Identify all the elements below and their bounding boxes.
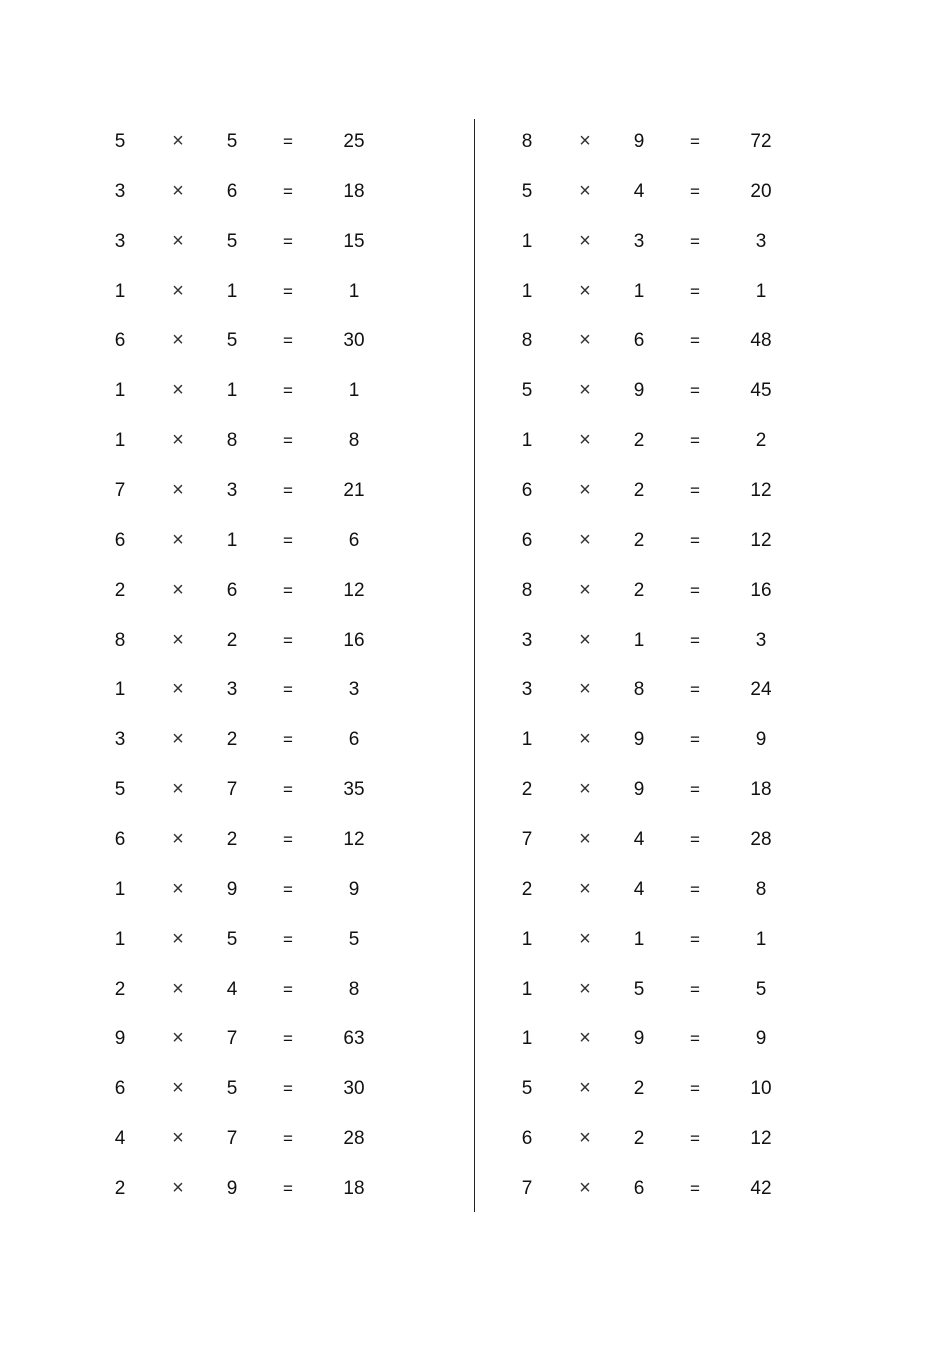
factor-a: 6 [521,529,533,551]
factor-a: 3 [114,180,126,202]
factor-a: 5 [521,180,533,202]
product-result: 12 [750,1128,772,1150]
multiply-sign: × [579,678,591,701]
factor-b: 8 [633,679,645,701]
equals-sign: = [283,630,293,650]
equals-sign: = [283,231,293,251]
equation-row [90,267,470,317]
factor-b: 9 [633,131,645,152]
factor-b: 6 [226,180,238,202]
multiply-sign: × [579,329,591,352]
equals-sign: = [690,481,700,501]
multiply-sign: × [579,828,591,851]
factor-b: 4 [226,978,238,1000]
factor-b: 9 [633,380,645,402]
factor-a: 5 [521,1078,533,1100]
equation-row [90,217,470,267]
factor-b: 3 [633,230,645,252]
factor-b: 2 [226,629,238,651]
equals-sign: = [283,381,293,401]
equals-sign: = [283,530,293,550]
factor-b: 5 [226,330,238,352]
factor-a: 3 [114,729,126,751]
factor-a: 6 [521,480,533,502]
product-result: 12 [750,529,772,551]
factor-b: 5 [226,230,238,252]
product-result: 63 [343,1028,365,1050]
product-result: 10 [750,1078,772,1100]
equation-row [497,815,877,865]
equation-row [497,865,877,915]
equals-sign: = [283,830,293,850]
equals-sign: = [690,1029,700,1049]
factor-b: 5 [633,978,645,1000]
multiply-sign: × [172,927,184,950]
factor-b: 9 [226,878,238,900]
factor-a: 7 [521,829,533,851]
equals-sign: = [283,979,293,999]
equals-sign: = [283,929,293,949]
product-result: 28 [343,1128,365,1150]
factor-a: 1 [114,380,126,402]
factor-b: 4 [633,829,645,851]
equation-row [497,1114,877,1164]
product-result: 1 [348,380,360,402]
factor-a: 1 [521,978,533,1000]
multiply-sign: × [172,877,184,900]
equals-sign: = [690,680,700,700]
equation-row [90,416,470,466]
factor-a: 1 [114,928,126,950]
product-result: 6 [348,729,360,751]
factor-b: 6 [633,330,645,352]
multiply-sign: × [172,728,184,751]
equals-sign: = [283,1079,293,1099]
product-result: 18 [750,779,772,801]
equation-row [90,616,470,666]
equation-row [497,965,877,1015]
multiply-sign: × [579,977,591,1000]
factor-a: 2 [114,1178,126,1200]
equation-row [497,316,877,366]
factor-b: 7 [226,1128,238,1150]
equals-sign: = [283,1029,293,1049]
equals-sign: = [283,331,293,351]
multiply-sign: × [579,279,591,302]
multiply-sign: × [172,179,184,202]
product-result: 9 [755,1028,767,1050]
factor-a: 6 [521,1128,533,1150]
equals-sign: = [690,132,700,151]
multiply-sign: × [579,1077,591,1100]
multiply-sign: × [579,628,591,651]
factor-a: 1 [521,1028,533,1050]
factor-b: 7 [226,779,238,801]
equation-row [497,1064,877,1114]
product-result: 30 [343,1078,365,1100]
equation-row [90,316,470,366]
equals-sign: = [690,1079,700,1099]
multiply-sign: × [172,578,184,601]
factor-b: 9 [633,1028,645,1050]
equation-row [497,665,877,715]
multiply-sign: × [579,229,591,252]
equation-row [90,1014,470,1064]
multiply-sign: × [172,528,184,551]
product-result: 8 [348,978,360,1000]
equals-sign: = [690,281,700,301]
factor-a: 6 [114,829,126,851]
factor-a: 6 [114,330,126,352]
equation-row [497,1014,877,1064]
factor-a: 5 [114,779,126,801]
factor-b: 9 [226,1178,238,1200]
factor-b: 5 [226,928,238,950]
factor-a: 9 [114,1028,126,1050]
factor-a: 8 [114,629,126,651]
equals-sign: = [283,481,293,501]
equation-row [90,566,470,616]
product-result: 48 [750,330,772,352]
product-result: 28 [750,829,772,851]
product-result: 1 [755,280,767,302]
equation-row [497,715,877,765]
right-column [497,117,877,1214]
equals-sign: = [283,132,293,151]
factor-b: 3 [226,480,238,502]
multiply-sign: × [579,728,591,751]
equation-row [497,516,877,566]
equals-sign: = [690,630,700,650]
product-result: 9 [755,729,767,751]
factor-a: 2 [114,579,126,601]
factor-a: 5 [114,131,126,152]
equals-sign: = [283,730,293,750]
product-result: 12 [750,480,772,502]
equals-sign: = [690,231,700,251]
multiply-sign: × [172,379,184,402]
multiply-sign: × [172,828,184,851]
equation-row [90,965,470,1015]
factor-b: 2 [633,480,645,502]
factor-a: 1 [521,230,533,252]
product-result: 72 [750,131,772,152]
factor-a: 2 [521,878,533,900]
product-result: 16 [343,629,365,651]
equals-sign: = [690,979,700,999]
equals-sign: = [283,680,293,700]
multiply-sign: × [579,778,591,801]
product-result: 42 [750,1178,772,1200]
equals-sign: = [283,1179,293,1199]
factor-b: 2 [633,430,645,452]
multiply-sign: × [579,528,591,551]
product-result: 1 [348,280,360,302]
multiply-sign: × [579,877,591,900]
factor-a: 5 [521,380,533,402]
product-result: 24 [750,679,772,701]
factor-a: 8 [521,131,533,152]
product-result: 35 [343,779,365,801]
equals-sign: = [283,580,293,600]
factor-b: 1 [226,529,238,551]
equation-row [90,167,470,217]
product-result: 18 [343,1178,365,1200]
equals-sign: = [690,1179,700,1199]
factor-a: 7 [114,480,126,502]
multiply-sign: × [579,379,591,402]
factor-b: 9 [633,779,645,801]
product-result: 21 [343,480,365,502]
product-result: 3 [348,679,360,701]
multiply-sign: × [579,578,591,601]
product-result: 2 [755,430,767,452]
equation-row [497,915,877,965]
equation-row [90,765,470,815]
factor-b: 8 [226,430,238,452]
multiply-sign: × [579,1127,591,1150]
equation-row [90,466,470,516]
factor-a: 2 [114,978,126,1000]
equals-sign: = [690,181,700,201]
equation-row [497,366,877,416]
equals-sign: = [283,181,293,201]
equation-row [497,566,877,616]
multiply-sign: × [579,130,591,152]
multiply-sign: × [172,977,184,1000]
product-result: 3 [755,629,767,651]
product-result: 6 [348,529,360,551]
factor-b: 2 [633,529,645,551]
multiply-sign: × [172,678,184,701]
product-result: 5 [755,978,767,1000]
factor-a: 6 [114,529,126,551]
equation-row [497,416,877,466]
multiply-sign: × [172,778,184,801]
factor-b: 5 [226,1078,238,1100]
factor-b: 9 [633,729,645,751]
factor-b: 4 [633,180,645,202]
factor-a: 3 [521,629,533,651]
factor-b: 1 [633,280,645,302]
equals-sign: = [283,1129,293,1149]
multiply-sign: × [579,927,591,950]
factor-b: 4 [633,878,645,900]
equation-row [497,217,877,267]
factor-a: 8 [521,330,533,352]
equation-row [497,117,877,167]
factor-a: 2 [521,779,533,801]
multiply-sign: × [172,1077,184,1100]
product-result: 5 [348,928,360,950]
multiply-sign: × [172,1127,184,1150]
factor-a: 1 [114,430,126,452]
factor-b: 2 [633,1128,645,1150]
product-result: 12 [343,579,365,601]
factor-b: 6 [633,1178,645,1200]
multiply-sign: × [172,1027,184,1050]
factor-b: 1 [633,928,645,950]
factor-b: 7 [226,1028,238,1050]
equals-sign: = [690,331,700,351]
factor-a: 6 [114,1078,126,1100]
equation-row [90,366,470,416]
multiply-sign: × [172,279,184,302]
equation-row [497,1164,877,1214]
equals-sign: = [690,530,700,550]
equation-row [90,516,470,566]
product-result: 9 [348,878,360,900]
multiply-sign: × [579,179,591,202]
product-result: 45 [750,380,772,402]
equation-row [90,1064,470,1114]
multiply-sign: × [579,429,591,452]
product-result: 15 [343,230,365,252]
product-result: 1 [755,928,767,950]
equals-sign: = [690,431,700,451]
multiply-sign: × [172,1177,184,1200]
equals-sign: = [690,780,700,800]
factor-a: 1 [114,280,126,302]
equation-row [497,765,877,815]
equation-row [90,865,470,915]
factor-b: 1 [226,280,238,302]
equals-sign: = [283,281,293,301]
factor-a: 1 [114,679,126,701]
multiply-sign: × [172,429,184,452]
factor-a: 1 [521,430,533,452]
product-result: 18 [343,180,365,202]
product-result: 12 [343,829,365,851]
equation-row [90,665,470,715]
product-result: 3 [755,230,767,252]
left-column [90,117,470,1214]
factor-a: 1 [521,280,533,302]
equals-sign: = [690,929,700,949]
equation-row [497,466,877,516]
equation-row [497,616,877,666]
factor-a: 8 [521,579,533,601]
factor-b: 2 [633,579,645,601]
equals-sign: = [690,580,700,600]
multiply-sign: × [579,1027,591,1050]
equation-row [497,267,877,317]
product-result: 8 [755,878,767,900]
equation-row [90,715,470,765]
factor-b: 5 [226,131,238,152]
multiply-sign: × [172,130,184,152]
factor-b: 1 [226,380,238,402]
product-result: 20 [750,180,772,202]
product-result: 16 [750,579,772,601]
equals-sign: = [283,879,293,899]
multiply-sign: × [579,479,591,502]
factor-a: 3 [114,230,126,252]
column-divider [474,119,475,1212]
equals-sign: = [690,730,700,750]
equation-row [90,1114,470,1164]
equals-sign: = [283,780,293,800]
product-result: 8 [348,430,360,452]
equals-sign: = [690,879,700,899]
factor-a: 4 [114,1128,126,1150]
equals-sign: = [283,431,293,451]
factor-b: 2 [633,1078,645,1100]
factor-a: 1 [521,928,533,950]
product-result: 25 [343,131,365,152]
multiply-sign: × [172,329,184,352]
equals-sign: = [690,381,700,401]
product-result: 30 [343,330,365,352]
factor-b: 1 [633,629,645,651]
equation-row [90,117,470,167]
factor-b: 6 [226,579,238,601]
factor-a: 1 [114,878,126,900]
factor-a: 3 [521,679,533,701]
factor-b: 2 [226,829,238,851]
equals-sign: = [690,830,700,850]
equation-row [90,1164,470,1214]
multiply-sign: × [172,229,184,252]
equals-sign: = [690,1129,700,1149]
multiply-sign: × [579,1177,591,1200]
factor-b: 2 [226,729,238,751]
equation-row [90,815,470,865]
multiply-sign: × [172,628,184,651]
multiply-sign: × [172,479,184,502]
equation-row [90,915,470,965]
factor-b: 3 [226,679,238,701]
factor-a: 7 [521,1178,533,1200]
factor-a: 1 [521,729,533,751]
equation-row [497,167,877,217]
